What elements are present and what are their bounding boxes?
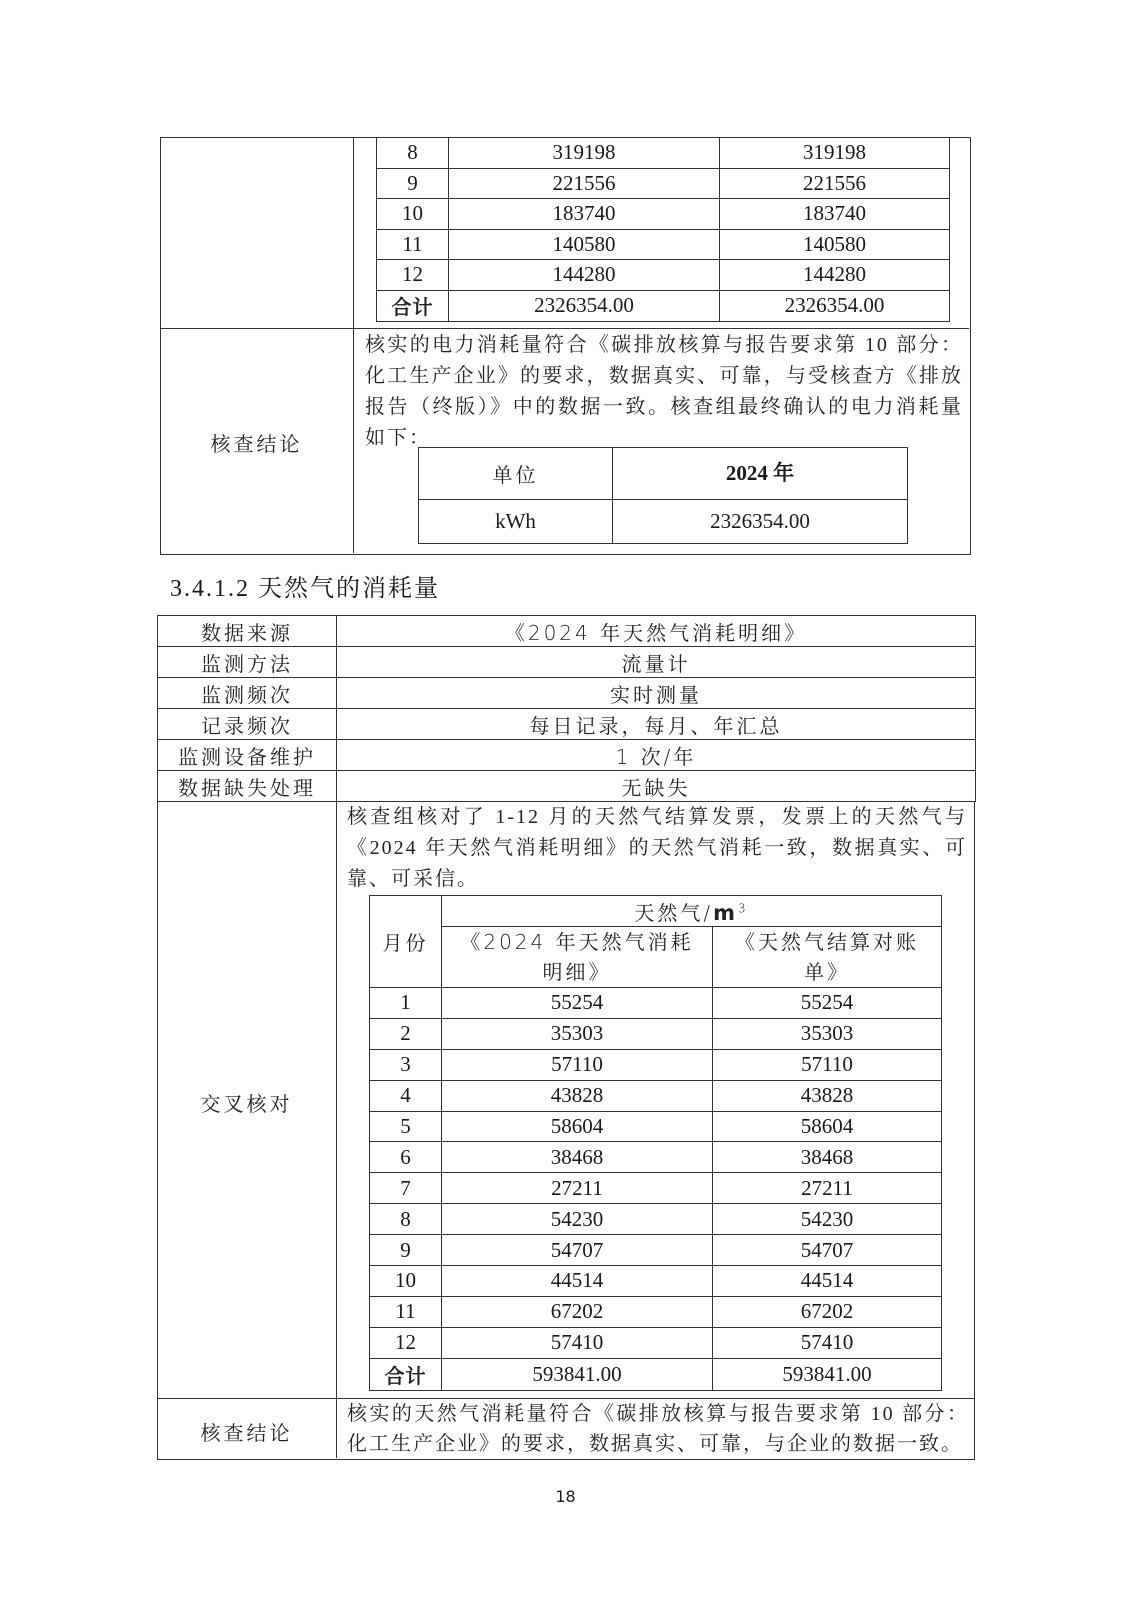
table-row: [377, 199, 950, 230]
summary-year-header: [613, 448, 908, 500]
table-row: [370, 1173, 942, 1204]
table-row: [370, 1111, 942, 1142]
table-row: [370, 1266, 942, 1297]
month-cell: 3: [370, 1049, 442, 1080]
table-row: [370, 1204, 942, 1235]
summary-unit: kWh: [419, 500, 613, 544]
gas-info-table: [157, 615, 976, 802]
info-label: 监测频次: [158, 678, 337, 709]
month-cell: 11: [377, 229, 449, 260]
table-row: [370, 1235, 942, 1266]
info-value: 每日记录，每月、年汇总: [337, 709, 976, 740]
value-b-cell: 144280: [720, 260, 950, 291]
column-divider: [336, 801, 337, 1398]
value-a-cell: 221556: [449, 168, 720, 199]
table-row: [377, 138, 950, 169]
month-cell: 7: [370, 1173, 442, 1204]
summary-unit-header: 单位: [419, 448, 613, 500]
info-label: 监测设备维护: [158, 740, 337, 771]
table-row: [370, 1296, 942, 1327]
table-row: [370, 988, 942, 1019]
column-divider: [336, 1399, 337, 1458]
electricity-conclusion-label: 核查结论: [210, 432, 303, 456]
value-b-cell: 57410: [713, 1327, 942, 1358]
value-b-cell: 67202: [713, 1296, 942, 1327]
gas-conclusion-text: 核实的天然气消耗量符合《碳排放核算与报告要求第 10 部分：化工生产企业》的要求，数据真实、可靠，与企业的数据一致。: [347, 1403, 969, 1455]
table-row: [370, 1080, 942, 1111]
info-value: 无缺失: [337, 771, 976, 802]
table-row: [377, 260, 950, 291]
gas-unit-superscript: 3: [738, 900, 749, 915]
value-a-cell: 67202: [442, 1296, 713, 1327]
row-divider: [161, 328, 969, 329]
value-a-cell: 144280: [449, 260, 720, 291]
value-a-cell: 57410: [442, 1327, 713, 1358]
month-cell: 8: [370, 1204, 442, 1235]
info-row: [158, 647, 976, 678]
month-cell: 5: [370, 1111, 442, 1142]
info-label: 数据来源: [158, 616, 337, 647]
value-b-cell: 38468: [713, 1142, 942, 1173]
total-row: [370, 1358, 942, 1390]
month-cell: 2: [370, 1018, 442, 1049]
value-b-cell: 54707: [713, 1235, 942, 1266]
cross-check-text: 核查组核对了 1-12 月的天然气结算发票，发票上的天然气与《2024 年天然气消耗明细》的天然气消耗一致，数据真实、可靠、可采信。: [347, 806, 967, 890]
table-row: [370, 1018, 942, 1049]
value-b-cell: 43828: [713, 1080, 942, 1111]
month-header: 月份: [370, 896, 442, 988]
gas-monthly-table: [369, 895, 942, 1391]
table-row: [370, 1142, 942, 1173]
gas-conclusion-label: 核查结论: [200, 1421, 293, 1445]
summary-year-header-text: 2024 年: [725, 461, 795, 485]
value-a-cell: 54230: [442, 1204, 713, 1235]
info-value: 1 次/年: [337, 740, 976, 771]
table-row: [370, 1327, 942, 1358]
table-row: [370, 1049, 942, 1080]
value-b-cell: 140580: [720, 229, 950, 260]
table-row: [377, 168, 950, 199]
value-a-cell: 55254: [442, 988, 713, 1019]
electricity-summary-table: [418, 447, 908, 544]
month-cell: 10: [370, 1266, 442, 1297]
section-heading: 3.4.1.2 天然气的消耗量: [170, 576, 440, 602]
value-b-cell: 221556: [720, 168, 950, 199]
gas-group-header: [442, 896, 942, 927]
value-b-cell: 54230: [713, 1204, 942, 1235]
cross-check-label: 交叉核对: [200, 1092, 293, 1116]
total-a: 2326354.00: [449, 290, 720, 321]
col-b-header: 《天然气结算对账单》: [713, 927, 942, 988]
info-value: 《2024 年天然气消耗明细》: [337, 616, 976, 647]
info-row: [158, 771, 976, 802]
value-b-cell: 35303: [713, 1018, 942, 1049]
info-row: [158, 678, 976, 709]
info-row: [158, 616, 976, 647]
value-a-cell: 58604: [442, 1111, 713, 1142]
value-b-cell: 58604: [713, 1111, 942, 1142]
value-b-cell: 183740: [720, 199, 950, 230]
value-a-cell: 140580: [449, 229, 720, 260]
value-a-cell: 57110: [442, 1049, 713, 1080]
gas-group-header-text: 天然气/: [634, 900, 714, 925]
value-b-cell: 55254: [713, 988, 942, 1019]
month-cell: 11: [370, 1296, 442, 1327]
month-cell: 9: [370, 1235, 442, 1266]
info-row: [158, 709, 976, 740]
month-cell: 1: [370, 988, 442, 1019]
month-cell: 12: [370, 1327, 442, 1358]
info-label: 数据缺失处理: [158, 771, 337, 802]
month-cell: 6: [370, 1142, 442, 1173]
info-label: 监测方法: [158, 647, 337, 678]
total-b: 2326354.00: [720, 290, 950, 321]
value-b-cell: 44514: [713, 1266, 942, 1297]
value-a-cell: 35303: [442, 1018, 713, 1049]
value-a-cell: 38468: [442, 1142, 713, 1173]
value-a-cell: 43828: [442, 1080, 713, 1111]
electricity-conclusion-text: 核实的电力消耗量符合《碳排放核算与报告要求第 10 部分：化工生产企业》的要求，数据真实、可靠，与受核查方《排放报告（终版）》中的数据一致。核查组最终确认的电力消耗量如下：: [365, 334, 963, 449]
info-value: 实时测量: [337, 678, 976, 709]
value-a-cell: 54707: [442, 1235, 713, 1266]
value-b-cell: 57110: [713, 1049, 942, 1080]
value-b-cell: 319198: [720, 138, 950, 169]
info-row: [158, 740, 976, 771]
value-a-cell: 319198: [449, 138, 720, 169]
col-a-header: 《2024 年天然气消耗明细》: [442, 927, 713, 988]
table-row: [377, 229, 950, 260]
value-b-cell: 27211: [713, 1173, 942, 1204]
gas-unit: m: [713, 900, 738, 925]
info-label: 记录频次: [158, 709, 337, 740]
total-row: [377, 290, 950, 321]
total-label: 合计: [370, 1358, 442, 1390]
month-cell: 9: [377, 168, 449, 199]
month-cell: 8: [377, 138, 449, 169]
month-cell: 12: [377, 260, 449, 291]
page-number: 18: [555, 1487, 576, 1506]
info-value: 流量计: [337, 647, 976, 678]
value-a-cell: 44514: [442, 1266, 713, 1297]
total-b: 593841.00: [713, 1358, 942, 1390]
total-a: 593841.00: [442, 1358, 713, 1390]
summary-value: 2326354.00: [613, 500, 908, 544]
total-label: 合计: [377, 290, 449, 321]
value-a-cell: 183740: [449, 199, 720, 230]
value-a-cell: 27211: [442, 1173, 713, 1204]
column-divider: [353, 138, 354, 553]
electricity-monthly-table: [376, 137, 950, 322]
month-cell: 10: [377, 199, 449, 230]
month-cell: 4: [370, 1080, 442, 1111]
